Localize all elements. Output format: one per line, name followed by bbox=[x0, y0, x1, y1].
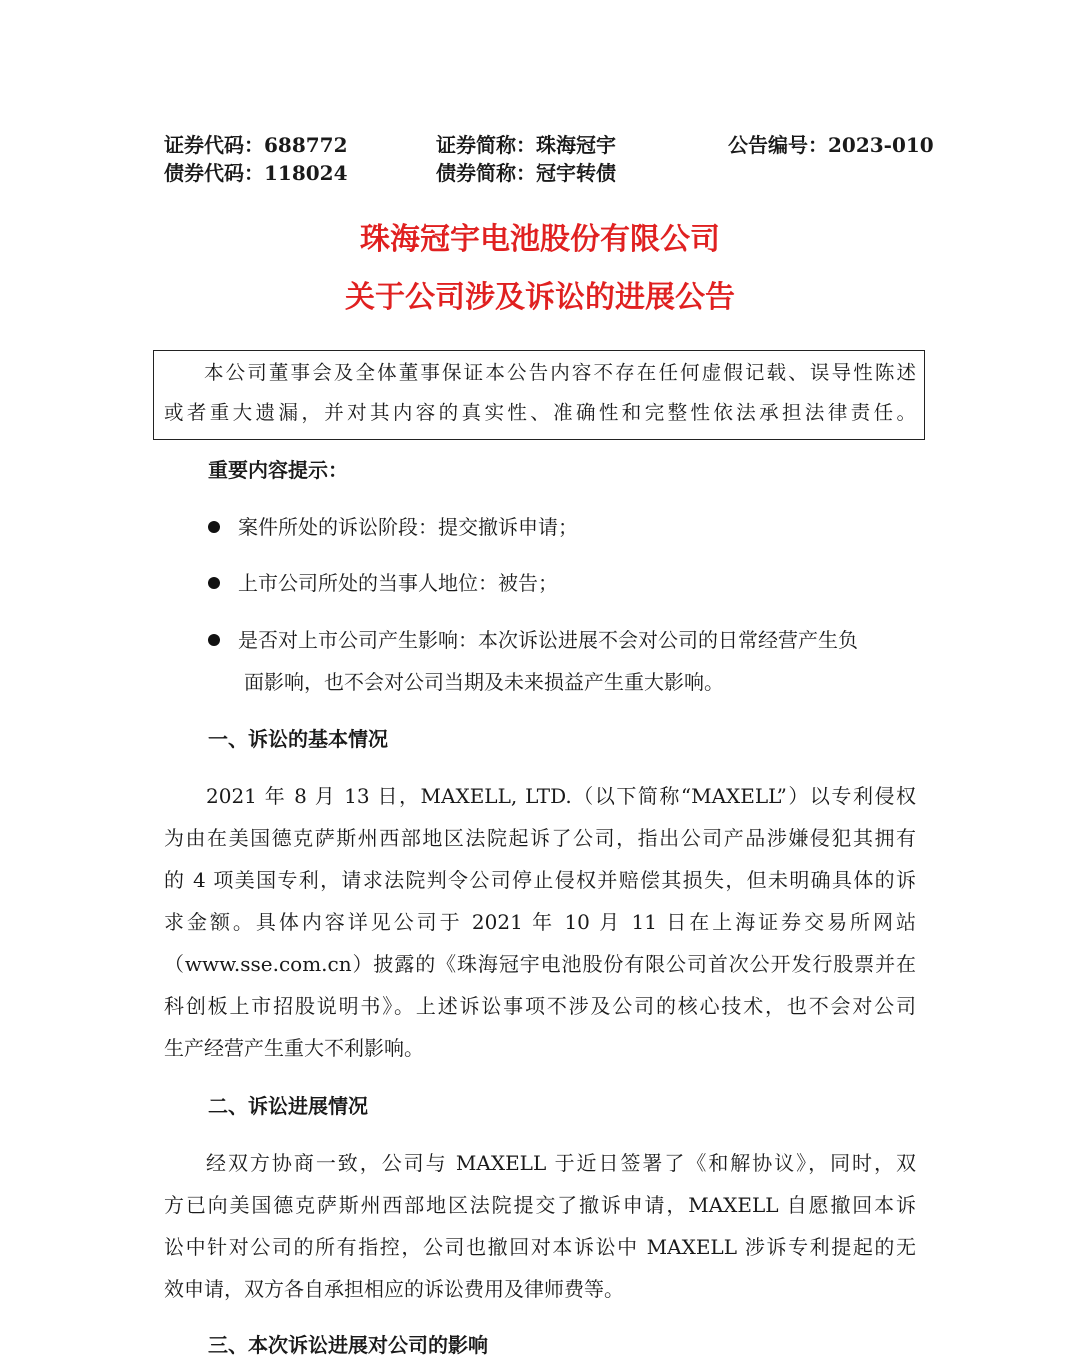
key-points-heading: 重要内容提示： bbox=[208, 458, 348, 482]
header-row-1 bbox=[164, 130, 934, 160]
bullet-continuation: 面影响，也不会对公司当期及未来损益产生重大影响。 bbox=[244, 670, 724, 694]
section-2-line: 经双方协商一致，公司与 MAXELL 于近日签署了《和解协议》，同时，双 bbox=[206, 1151, 916, 1175]
bullet-item bbox=[208, 625, 858, 655]
disclaimer-line-1: 本公司董事会及全体董事保证本公告内容不存在任何虚假记载、误导性陈述 bbox=[204, 361, 916, 384]
bullet-text: 是否对上市公司产生影响：本次诉讼进展不会对公司的日常经营产生负 bbox=[238, 628, 858, 652]
section-1-line: 2021 年 8 月 13 日，MAXELL, LTD.（以下简称“MAXELL”）以专利侵权 bbox=[206, 784, 916, 808]
section-3-heading: 三、本次诉讼进展对公司的影响 bbox=[208, 1333, 488, 1357]
bullet-dot-icon bbox=[208, 634, 220, 646]
bullet-text: 上市公司所处的当事人地位：被告； bbox=[238, 571, 558, 595]
bullet-text: 案件所处的诉讼阶段：提交撤诉申请； bbox=[238, 515, 578, 539]
bullet-item bbox=[208, 512, 578, 542]
stock-code: 证券代码：688772 bbox=[164, 133, 348, 157]
section-2-line: 效申请，双方各自承担相应的诉讼费用及律师费等。 bbox=[164, 1277, 624, 1301]
section-2-line: 方已向美国德克萨斯州西部地区法院提交了撤诉申请，MAXELL 自愿撤回本诉 bbox=[164, 1193, 916, 1217]
bond-name: 债券简称：冠宇转债 bbox=[436, 161, 616, 185]
section-1-line: 求金额。具体内容详见公司于 2021 年 10 月 11 日在上海证券交易所网站 bbox=[164, 910, 916, 934]
stock-name: 证券简称：珠海冠宇 bbox=[436, 133, 616, 157]
disclaimer-box bbox=[153, 350, 925, 440]
bullet-item bbox=[208, 568, 558, 598]
section-1-line: 科创板上市招股说明书》。上述诉讼事项不涉及公司的核心技术，也不会对公司 bbox=[164, 994, 916, 1018]
section-1-heading: 一、诉讼的基本情况 bbox=[208, 727, 388, 751]
section-1-line: （www.sse.com.cn）披露的《珠海冠宇电池股份有限公司首次公开发行股票并在 bbox=[164, 952, 916, 976]
notice-number: 公告编号：2023-010 bbox=[728, 133, 934, 157]
title-subject: 关于公司涉及诉讼的进展公告 bbox=[345, 280, 735, 315]
bullet-dot-icon bbox=[208, 521, 220, 533]
bullet-dot-icon bbox=[208, 577, 220, 589]
section-1-line: 为由在美国德克萨斯州西部地区法院起诉了公司，指出公司产品涉嫌侵犯其拥有 bbox=[164, 826, 916, 850]
section-2-heading: 二、诉讼进展情况 bbox=[208, 1094, 368, 1118]
section-2-line: 讼中针对公司的所有指控，公司也撤回对本诉讼中 MAXELL 涉诉专利提起的无 bbox=[164, 1235, 916, 1259]
disclaimer-line-2: 或者重大遗漏，并对其内容的真实性、准确性和完整性依法承担法律责任。 bbox=[164, 401, 916, 424]
title-company: 珠海冠宇电池股份有限公司 bbox=[360, 222, 720, 257]
section-1-line: 生产经营产生重大不利影响。 bbox=[164, 1036, 424, 1060]
section-1-line: 的 4 项美国专利，请求法院判令公司停止侵权并赔偿其损失，但未明确具体的诉 bbox=[164, 868, 916, 892]
header-row-2 bbox=[164, 158, 924, 188]
bond-code: 债券代码：118024 bbox=[164, 161, 348, 185]
